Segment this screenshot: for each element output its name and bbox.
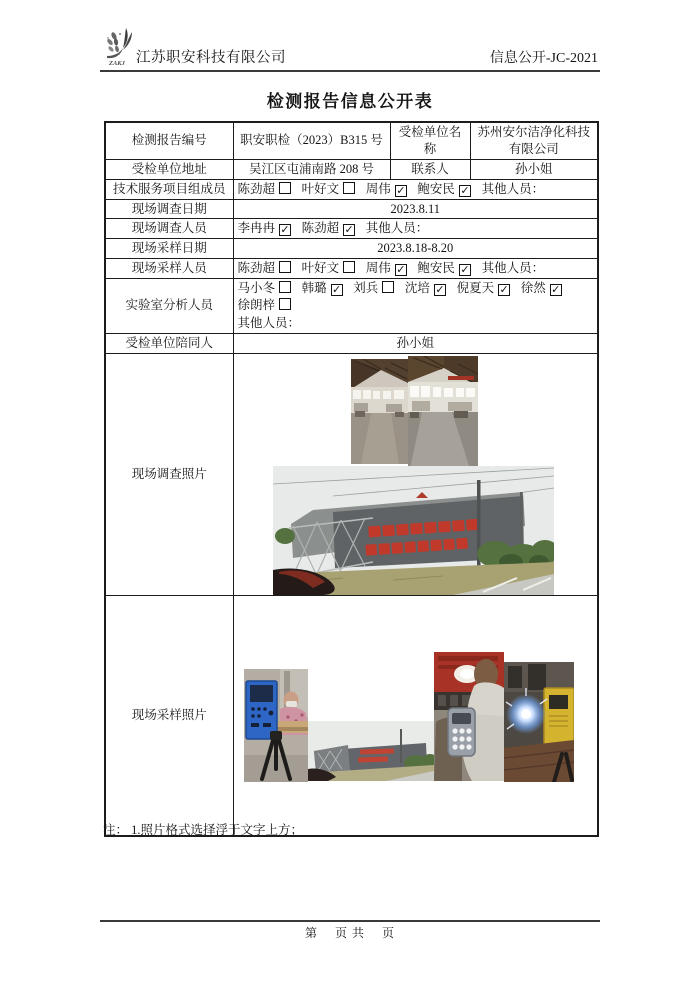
inspected-unit-name-value: 苏州安尔洁净化科技有限公司 [470, 122, 598, 159]
unit-address-value: 吴江区屯浦南路 208 号 [233, 159, 390, 179]
member-entry [353, 281, 394, 295]
other-personnel-label: 其他人员： [237, 315, 301, 330]
checkbox-unchecked-icon [279, 261, 291, 273]
table-row [105, 279, 598, 334]
member-entry [238, 281, 292, 295]
checkbox-checked-icon: ✓ [499, 283, 509, 296]
blue-control-cabinet-worker-photo [244, 669, 308, 782]
table-row [105, 179, 598, 199]
member-name: 徐朗梓 [237, 297, 276, 312]
sampling-photos-label: 现场采样照片 [105, 595, 233, 836]
contact-person-value: 孙小姐 [470, 159, 598, 179]
lab-analysts-members [233, 279, 598, 334]
other-personnel-label: 其他人员： [365, 221, 429, 236]
company-name: 江苏职安科技有限公司 [136, 50, 286, 66]
sampling-personnel-members [233, 259, 598, 279]
inspected-unit-name-label: 受检单位名称 [390, 122, 470, 159]
member-name: 陈劲超 [237, 261, 276, 276]
survey-photos-label: 现场调查照片 [105, 353, 233, 595]
logo-caption: ZAKJ [109, 60, 125, 67]
table-row [105, 595, 598, 836]
survey-photos-cell [233, 353, 598, 595]
member-name: 刘兵 [353, 281, 379, 295]
page-title: 检测报告信息公开表 [266, 92, 434, 111]
table-row [105, 239, 598, 259]
table-row [105, 333, 598, 353]
checkbox-checked-icon: ✓ [280, 223, 290, 237]
member-entry [366, 182, 407, 196]
member-name: 叶好文 [301, 261, 340, 276]
member-entry [302, 281, 343, 295]
page-footer [100, 920, 600, 941]
member-entry [238, 221, 292, 235]
survey-personnel-label: 现场调查人员 [105, 219, 233, 239]
page-header [100, 26, 600, 72]
survey-personnel-members [233, 219, 598, 239]
contact-person-label: 联系人 [390, 159, 470, 179]
factory-workshop-interior-right-photo [408, 356, 478, 469]
factory-workshop-interior-left-photo [351, 359, 408, 464]
sampling-date-value: 2023.8.18-8.20 [233, 239, 598, 259]
sampling-date-label: 现场采样日期 [105, 239, 233, 259]
document-code: 信息公开-JC-2021 [489, 51, 598, 66]
member-name: 倪夏天 [456, 281, 495, 295]
checkbox-unchecked-icon [279, 182, 291, 194]
checkbox-unchecked-icon [343, 182, 355, 194]
member-name: 陈劲超 [237, 181, 276, 196]
checkbox-checked-icon: ✓ [435, 283, 445, 296]
checkbox-checked-icon: ✓ [460, 263, 470, 277]
checkbox-unchecked-icon [343, 261, 355, 273]
checkbox-checked-icon: ✓ [551, 283, 561, 296]
sampling-personnel-label: 现场采样人员 [105, 259, 233, 279]
checkbox-checked-icon: ✓ [460, 183, 470, 197]
table-row [105, 259, 598, 279]
worker-handheld-meter-photo [434, 652, 504, 781]
footnote: 注： 1.照片格式选择浮于文字上方； [103, 823, 304, 837]
member-name: 周伟 [365, 261, 391, 276]
member-entry [521, 281, 562, 295]
tech-service-team-members [233, 179, 598, 199]
member-name: 韩璐 [301, 281, 327, 295]
hazy-factory-exterior-photo [308, 721, 434, 781]
table-row [105, 353, 598, 595]
member-name: 马小冬 [237, 281, 276, 295]
member-name: 鲍安民 [417, 261, 455, 276]
accompanying-person-value: 孙小姐 [233, 333, 598, 353]
member-entry [417, 261, 471, 275]
lab-analysts-label: 实验室分析人员 [105, 279, 233, 334]
table-row [105, 199, 598, 219]
accompanying-person-label: 受检单位陪同人 [105, 333, 233, 353]
checkbox-unchecked-icon [279, 298, 291, 310]
checkbox-unchecked-icon [279, 281, 291, 293]
sampling-photos-cell [233, 595, 598, 836]
member-entry [302, 221, 356, 235]
page-number-line: 第 页 共 页 [304, 926, 395, 940]
survey-date-value: 2023.8.11 [233, 199, 598, 219]
tech-service-team-label: 技术服务项目组成员 [105, 179, 233, 199]
welding-glow-yellow-panel-photo [504, 662, 574, 782]
other-personnel-label: 其他人员： [481, 261, 545, 276]
survey-date-label: 现场调查日期 [105, 199, 233, 219]
table-row [105, 122, 598, 159]
checkbox-checked-icon: ✓ [396, 183, 406, 197]
member-entry [238, 182, 292, 196]
member-entry [417, 182, 471, 196]
report-number-label: 检测报告编号 [105, 122, 233, 159]
disclosure-form-table [104, 121, 599, 837]
checkbox-unchecked-icon [382, 281, 394, 293]
checkbox-checked-icon: ✓ [332, 283, 342, 296]
member-entry [302, 261, 356, 275]
member-name: 李冉冉 [237, 221, 276, 236]
report-number-value: 职安职检（2023）B315 号 [233, 122, 390, 159]
table-row [105, 219, 598, 239]
member-name: 陈劲超 [301, 221, 340, 236]
factory-gate-exterior-photo [273, 466, 554, 595]
member-entry [457, 281, 511, 295]
other-personnel-label: 其他人员： [481, 181, 545, 196]
checkbox-checked-icon: ✓ [396, 263, 406, 277]
member-entry [302, 182, 356, 196]
member-name: 鲍安民 [417, 181, 455, 196]
member-entry [238, 261, 292, 275]
unit-address-label: 受检单位地址 [105, 159, 233, 179]
member-name: 叶好文 [301, 181, 340, 196]
checkbox-checked-icon: ✓ [344, 223, 354, 237]
member-name: 周伟 [365, 181, 391, 196]
member-entry [238, 298, 292, 312]
member-entry [366, 261, 407, 275]
member-name: 徐然 [520, 281, 546, 295]
member-entry [405, 281, 446, 295]
table-row [105, 159, 598, 179]
member-name: 沈培 [404, 281, 430, 295]
